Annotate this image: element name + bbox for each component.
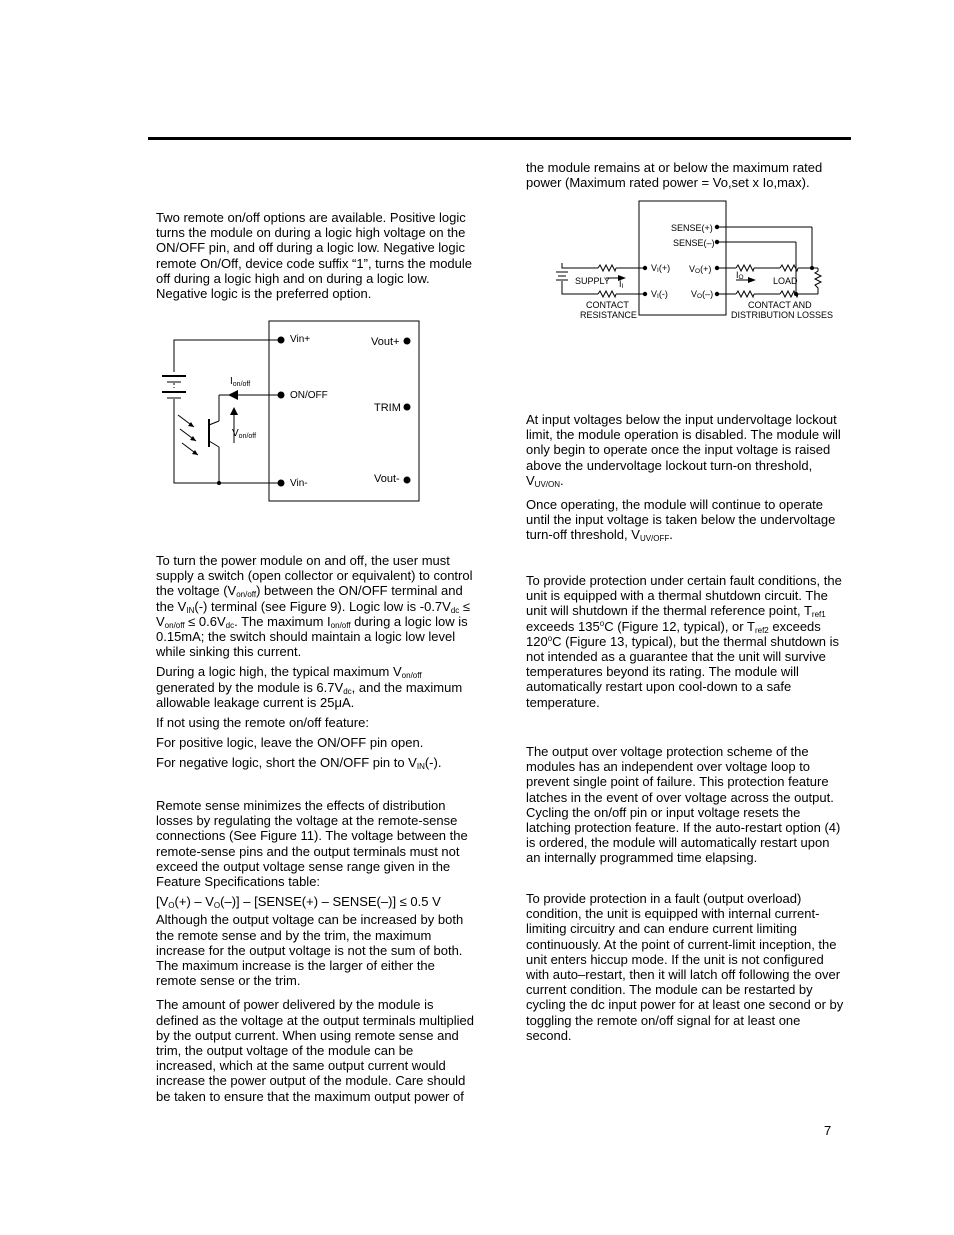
label-sense-minus: SENSE(–): [673, 238, 715, 248]
label-io: IO: [736, 270, 744, 281]
not-using-paragraph: If not using the remote on/off feature:: [156, 715, 369, 731]
uvlo-text: [526, 412, 846, 543]
label-resistance: RESISTANCE: [580, 310, 637, 320]
label-distribution-losses: DISTRIBUTION LOSSES: [731, 310, 834, 320]
onoff-intro-paragraph: Two remote on/off options are available. Positive logic turns the module on during a logic high voltage on the ON/OFF pin, and off during a logic low. Negative logic remote On/Off, device code suffix “1”, turns the module off during a logic high and on during a logic low. Negative logic is the preferred option.: [156, 210, 473, 302]
label-vin-plus: Vin+: [290, 334, 311, 345]
label-vin-minus: Vin-: [290, 478, 308, 489]
vout-minus-pin: [404, 477, 411, 484]
page-number: 7: [824, 1123, 832, 1138]
label-load: LOAD: [773, 276, 798, 286]
onoff-body-text: [156, 553, 476, 771]
logic-high-paragraph: During a logic high, the typical maximum $V_{on/off}$ generated by the module is $6.7V_{dc}$, and the maximum allowable leakage current is 25μA.: [156, 664, 463, 710]
ovp-text: The output over voltage protection scheme of the modules has an independent over voltage loop to prevent single point of failure. This protection feature latches in the event of over voltage across the output. Cycling the on/off pin or input voltage resets the latching protection feature. If the auto-restart option (4) is ordered, the module will automatically restart upon an internally programmed time elapsing.: [526, 744, 841, 866]
power-continuation: the module remains at or below the maximum rated power (Maximum rated power = Vo,set x Io,max).: [526, 160, 823, 191]
label-vi-minus: VI(-): [651, 289, 668, 300]
vin-plus-pin: [278, 337, 285, 344]
figure-11-remote-sense-circuit: [548, 195, 858, 325]
header-rule: [148, 137, 851, 140]
negative-logic-paragraph: For negative logic, short the ON/OFF pin to $V_{IN}(-)$.: [156, 755, 442, 772]
label-vo-minus: VO(–): [691, 289, 714, 300]
switch-paragraph: To turn the power module on and off, the user must supply a switch (open collector or equivalent) to control the voltage $(V_{on/off})$ between the ON/OFF terminal and the $V_{IN}(-)$ terminal (see Figure 9). Logic low is $-0.7V_{dc} \le V_{on/off} \le 0.6V_{dc}$. The maximum $I_{on/off}$ during a logic low is 0.15mA; the switch should maintain a logic low level while sinking this current.: [156, 553, 473, 660]
label-ion-off: $I_{on/off}$: [230, 376, 251, 388]
trim-paragraph: Although the output voltage can be increased by both the remote sense and by the trim, the maximum increase for the output voltage is not the sum of both. The maximum increase is the larger of either the remote sense or the trim.: [156, 912, 464, 989]
label-vi-plus: VI(+): [651, 263, 671, 274]
label-vo-plus: VO(+): [689, 264, 712, 275]
uvlo-on-paragraph: At input voltages below the input undervoltage lockout limit, the module operation is disabled. The module will only begin to operate once the input voltage is raised above the undervoltage lockout turn-on threshold, $V_{UV/ON}$.: [526, 412, 841, 489]
label-supply: SUPPLY: [575, 276, 610, 286]
sense-paragraph: Remote sense minimizes the effects of distribution losses by regulating the voltage at the remote-sense connections (See Figure 11). The voltage between the remote-sense pins and the output terminals must not exceed the output voltage sense range given in the Feature Specifications table:: [156, 798, 468, 890]
label-von-off: $V_{on/off}$: [232, 428, 257, 440]
trim-pin: [404, 404, 411, 411]
label-onoff: ON/OFF: [290, 390, 328, 401]
label-contact-and: CONTACT AND: [748, 300, 812, 310]
label-contact: CONTACT: [586, 300, 629, 310]
sense-formula: $[V_O(+) - V_O(-)]$ – [SENSE(+) – SENSE(–)] ≤ 0.5 V: [156, 894, 441, 911]
remote-sense-text: [156, 798, 476, 1104]
label-sense-plus: SENSE(+): [671, 223, 713, 233]
label-vout-minus: Vout-: [374, 473, 400, 485]
positive-logic-paragraph: For positive logic, leave the ON/OFF pin open.: [156, 735, 424, 751]
thermal-text: To provide protection under certain fault conditions, the unit is equipped with a thermal shutdown circuit. The unit will shutdown if the thermal reference point, $T_{ref1}$ exceeds 135$^o$C (Figure 12, typical), or $T_{ref2}$ exceeds 120$^o$C (Figure 13, typical), but the thermal shutdown is not intended as a guarantee that the unit will survive temperatures beyond its rating. The module will automatically restart upon cool-down to a safe temperature.: [526, 573, 842, 710]
power-paragraph: The amount of power delivered by the module is defined as the voltage at the output terminals multiplied by the output current. When using remote sense and trim, the output voltage of the module can be increased, which at the same output current would increase the power output of the module. Care should be taken to ensure that the maximum output power of: [156, 997, 474, 1104]
label-ii: II: [619, 279, 624, 290]
uvlo-off-paragraph: Once operating, the module will continue to operate until the input voltage is taken below the undervoltage turn-off threshold, $V_{UV/OFF}$.: [526, 497, 836, 544]
onoff-pin: [278, 392, 285, 399]
label-vout-plus: Vout+: [371, 336, 400, 348]
vout-plus-pin: [404, 338, 411, 345]
figure-9-onoff-circuit: [150, 315, 450, 515]
ocp-text: To provide protection in a fault (output overload) condition, the unit is equipped with internal current-limiting circuitry and can endure current limiting continuously. At the point of current-limit inception, the unit enters hiccup mode. If the unit is not configured with auto–restart, then it will latch off following the over current condition. The module can be restarted by cycling the dc input power for at least one second or by toggling the remote on/off signal for at least one second.: [526, 891, 844, 1043]
label-trim: TRIM: [374, 402, 401, 414]
vin-minus-pin: [278, 480, 285, 487]
